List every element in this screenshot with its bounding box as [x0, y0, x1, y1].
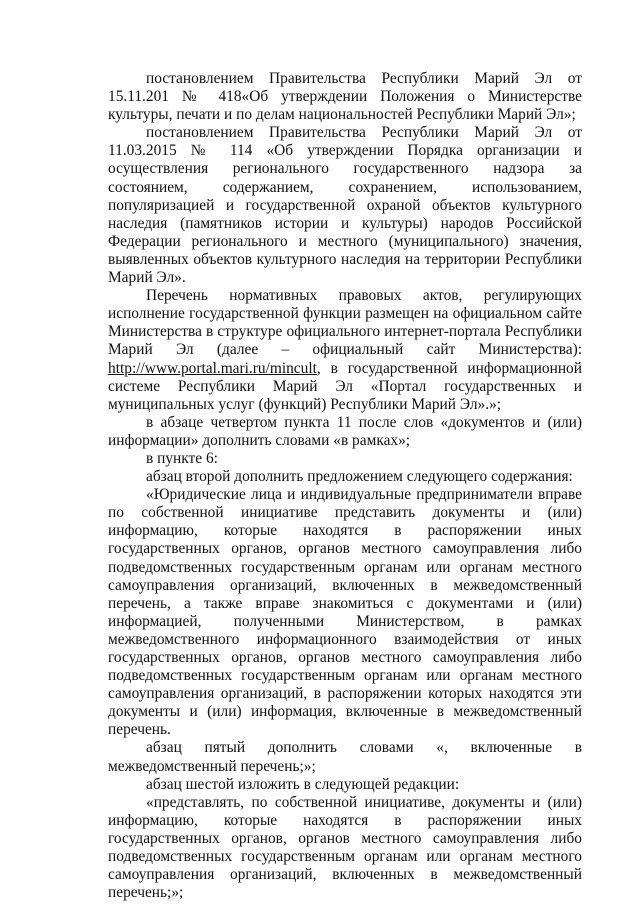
paragraph-item-6-abzac-2: абзац второй дополнить предложением следующего содержания: [146, 468, 573, 486]
paragraph-quote-legal-entities: «Юридические лица и индивидуальные предприниматели вправе по собственной инициативе представить документы и (или) информацию, которые находятся в распоряжении иных государственных органов, органов местного самоуправления либо подведомственных государственным органам или органам местного самоуправления организаций, включенных в межведомственный перечень, а также вправе знакомиться с документами и (или) информацией, полученными Министерством, в рамках межведомственного информационного взаимодействия от иных государственных органов, органов местного самоуправления либо подведомственных государственным органам или органам местного самоуправления организаций, в распоряжении которых находятся эти документы и (или) информация, включенные в межведомственный перечень. [108, 486, 582, 739]
paragraph-portal [108, 287, 582, 414]
portal-text-after: , в государственной информационной системе Республики Марий Эл «Портал государственных и муниципальных услуг (функций) Республики Марий Эл».»; [108, 359, 582, 413]
paragraph-abzac-5: абзац пятый дополнить словами «, включенные в межведомственный перечень;»; [108, 739, 582, 775]
portal-link[interactable]: http://www.portal.mari.ru/minсult [108, 359, 317, 377]
paragraph-item-6-heading: в пункте 6: [146, 449, 218, 467]
portal-text-before: Перечень нормативных правовых актов, регулирующих исполнение государственной функции размещен на официальном сайте Министерства в структуре официального интернет-портала Республики Марий Эл (далее – официальный сайт Министерства): [108, 287, 582, 359]
paragraph-quote-represent: «представлять, по собственной инициативе, документы и (или) информацию, которые находятся в распоряжении иных государственных органов, органов местного самоуправления либо подведомственных государственным органам или органам местного самоуправления организаций, включенных в межведомственный перечень;»; [108, 793, 582, 902]
paragraph-decree-418: постановлением Правительства Республики Марий Эл от 15.11.201 № 418«Об утверждении Положения о Министерстве культуры, печати и по делам национальностей Республики Марий Эл»; [108, 70, 582, 124]
paragraph-decree-114: постановлением Правительства Республики Марий Эл от 11.03.2015 № 114 «Об утверждении Порядка организации и осуществления регионального государственного надзора за состоянием, содержанием, сохранением, использованием, популяризацией и государственной охраной объектов культурного наследия (памятников истории и культуры) народов Российской Федерации регионального и местного (муниципального) значения, выявленных объектов культурного наследия на территории Республики Марий Эл». [108, 124, 582, 287]
paragraph-abzac-6: абзац шестой изложить в следующей редакции: [146, 775, 460, 793]
paragraph-item-11: в абзаце четвертом пункта 11 после слов «документов и (или) информации» дополнить словами «в рамках»; [108, 413, 582, 449]
document-page [108, 70, 582, 902]
